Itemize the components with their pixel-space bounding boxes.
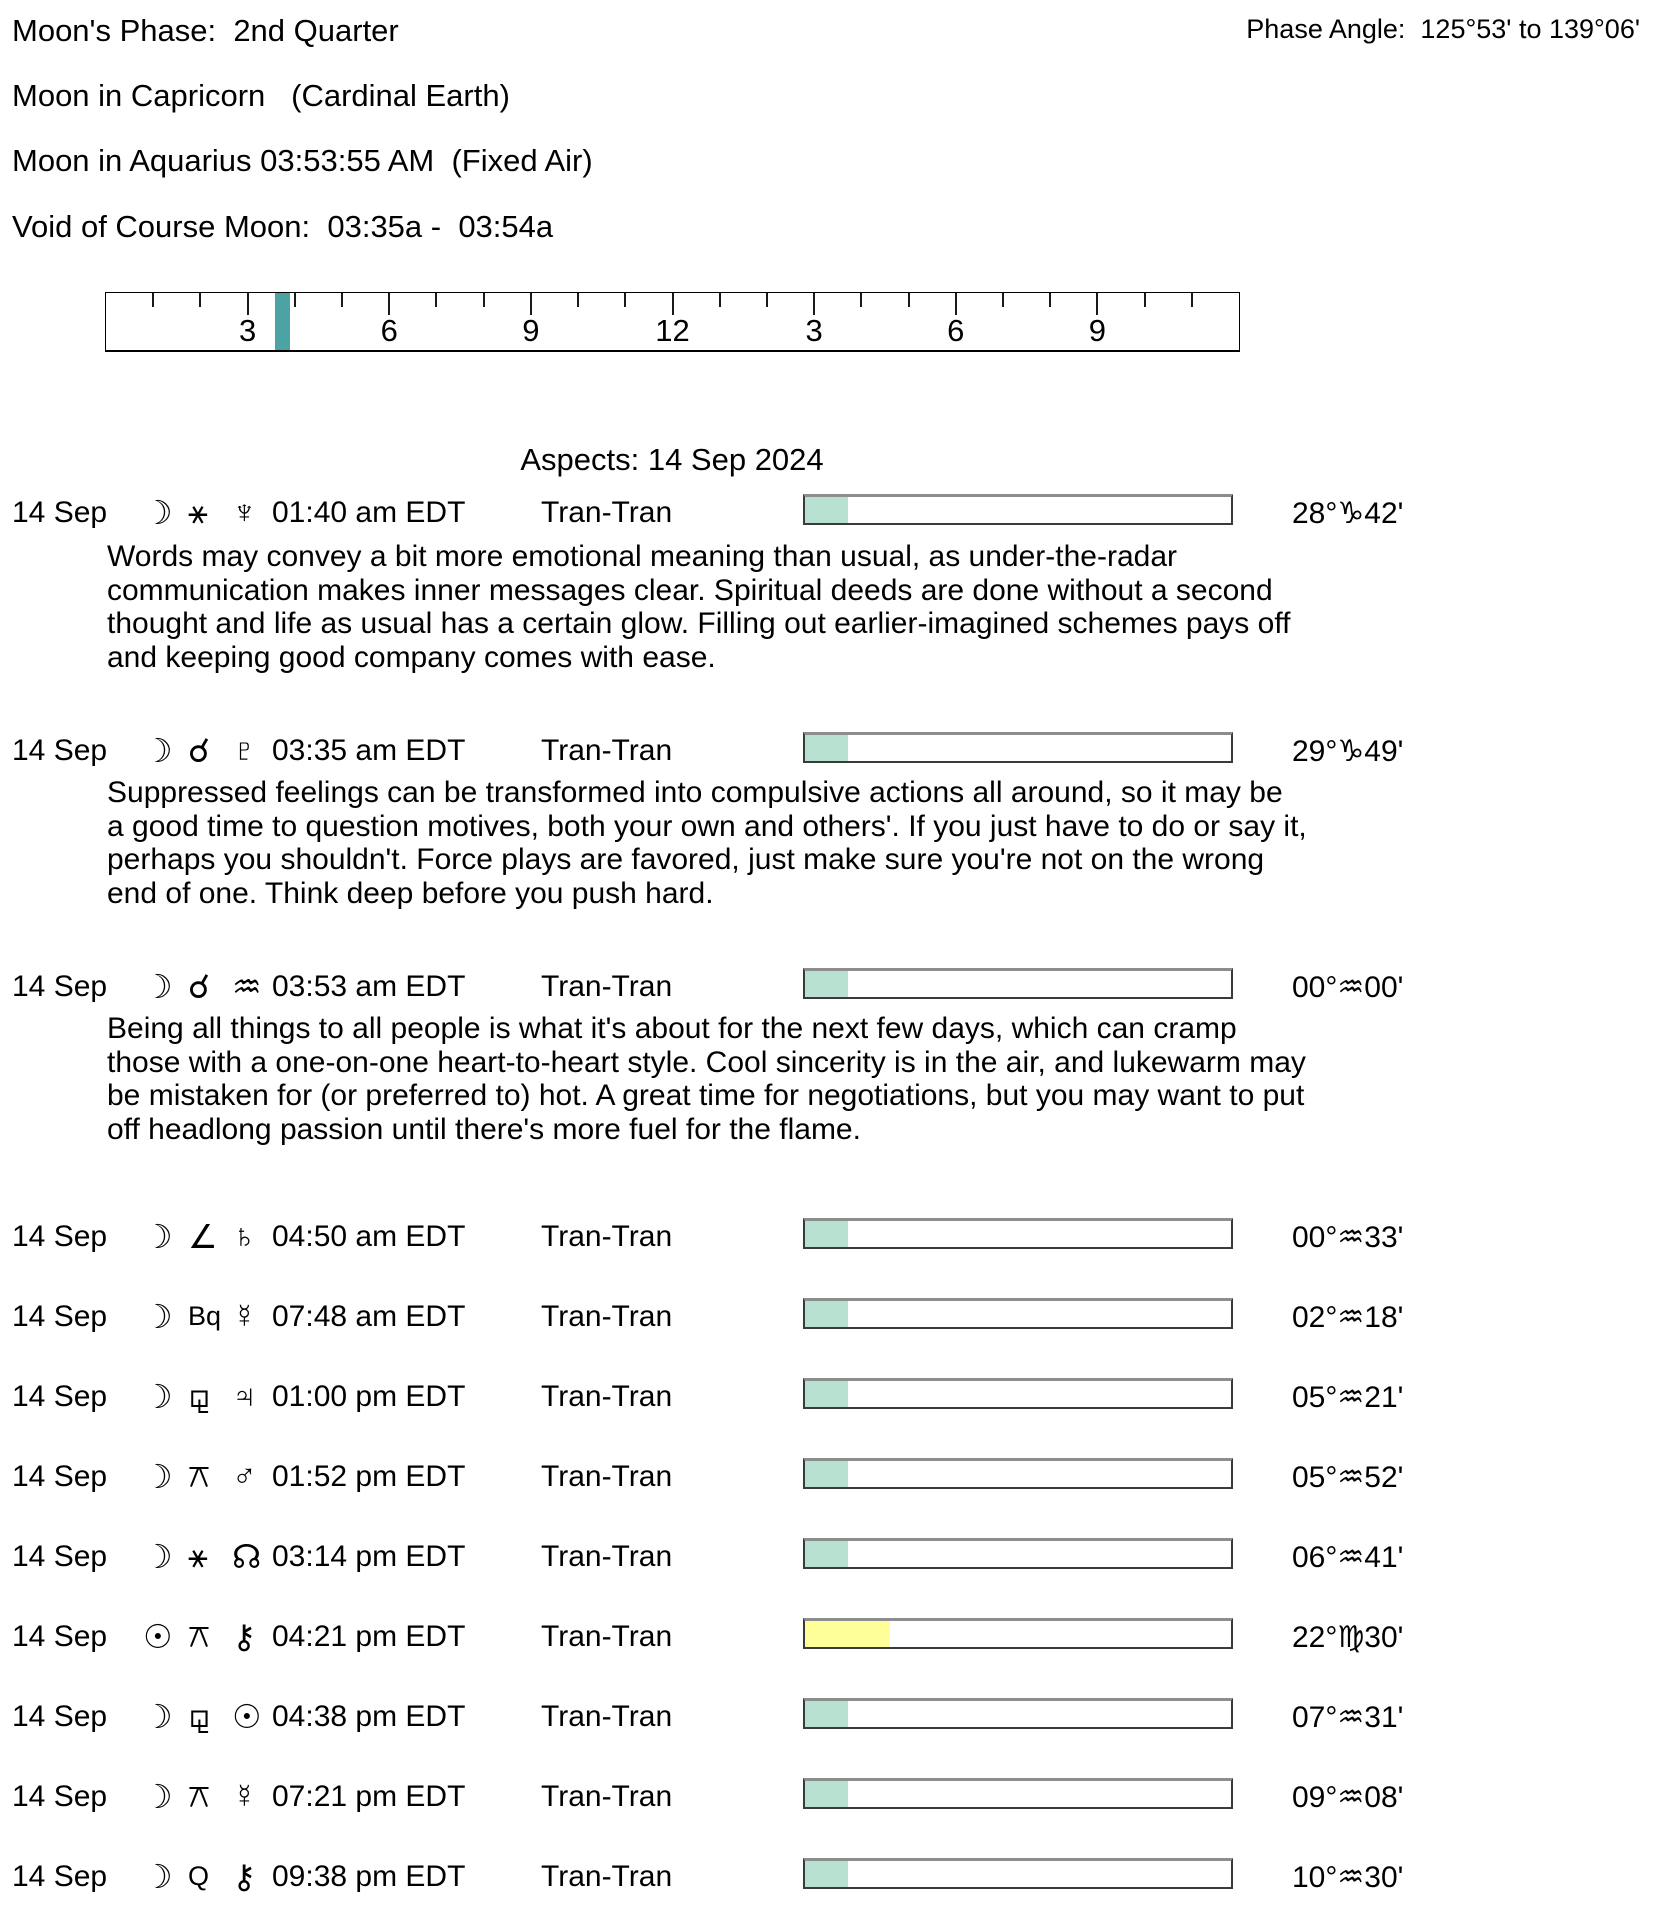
ruler-tick	[955, 293, 957, 315]
ruler-tick	[1144, 293, 1146, 307]
aspect-degree: 29°♑49'	[1292, 735, 1404, 768]
ruler-tick	[341, 293, 343, 307]
phase-angle-text: Phase Angle: 125°53' to 139°06'	[1246, 14, 1640, 44]
voc-marker	[275, 293, 290, 350]
conjunction-icon: ☌	[188, 732, 211, 769]
aspect-type: Tran-Tran	[541, 1300, 673, 1333]
aspect-date: 14 Sep	[12, 734, 108, 767]
aspect-type: Tran-Tran	[541, 734, 673, 767]
aspect-date: 14 Sep	[12, 1780, 108, 1813]
orb-progress-fill	[805, 1461, 848, 1487]
ruler-hour-label: 12	[655, 313, 690, 348]
ruler-tick	[766, 293, 768, 307]
ruler-tick	[860, 293, 862, 307]
aspect-row	[0, 1860, 1654, 1898]
aspects-title: Aspects: 14 Sep 2024	[520, 442, 824, 477]
aspect-degree: 07°♒31'	[1292, 1701, 1404, 1734]
ruler-tick	[247, 293, 249, 315]
aspect-time: 01:40 am EDT	[272, 496, 466, 529]
aspect-type: Tran-Tran	[541, 496, 673, 529]
chiron-icon: ⚷	[232, 1858, 257, 1895]
aspect-row	[0, 731, 1654, 772]
aspect-type: Tran-Tran	[541, 1860, 673, 1893]
orb-progress-fill	[805, 1301, 848, 1327]
aspect-degree: 09°♒08'	[1292, 1781, 1404, 1814]
orb-progress-bar	[803, 1858, 1233, 1889]
orb-progress-bar	[803, 1218, 1233, 1249]
mercury-icon: ☿	[232, 1297, 257, 1334]
conjunction-icon: ☌	[188, 968, 211, 1005]
ruler-tick	[294, 293, 296, 307]
aspect-row	[0, 1377, 1654, 1418]
north-node-icon: ☊	[232, 1538, 262, 1575]
aspect-row	[0, 970, 1654, 1008]
orb-progress-bar	[803, 1378, 1233, 1409]
aspect-row	[0, 1617, 1654, 1658]
orb-progress-fill	[805, 735, 848, 761]
aspect-degree: 28°♑42'	[1292, 497, 1404, 530]
moon-icon: ☽	[143, 1778, 173, 1815]
aspect-time: 09:38 pm EDT	[272, 1860, 466, 1893]
sextile-icon: ⚹	[188, 1537, 208, 1574]
aspect-time: 01:00 pm EDT	[272, 1380, 466, 1413]
ruler-tick	[1096, 293, 1098, 315]
aspect-date: 14 Sep	[12, 1860, 108, 1893]
ruler-tick	[719, 293, 721, 307]
ruler-tick	[1191, 293, 1193, 307]
aspect-degree: 06°♒41'	[1292, 1541, 1404, 1574]
aspect-time: 04:38 pm EDT	[272, 1700, 466, 1733]
aquarius-icon: ♒	[232, 968, 262, 1005]
aspect-row	[0, 493, 1654, 534]
aspect-date: 14 Sep	[12, 496, 108, 529]
moon-icon: ☽	[143, 1858, 173, 1895]
moon-icon: ☽	[143, 968, 173, 1005]
moon-icon: ☽	[143, 494, 173, 531]
aspect-row	[0, 1297, 1654, 1338]
aspect-description: Suppressed feelings can be transformed into compulsive actions all around, so it may be a good time to question motives, both your own and others'. If you just have to do or say it, perhaps you shouldn't. Force plays are favored, just make sure you're not on the wrong end of one. Think deep before you push hard.	[107, 776, 1316, 910]
orb-progress-bar	[803, 1698, 1233, 1729]
aspect-degree: 02°♒18'	[1292, 1301, 1404, 1334]
aspect-degree: 22°♍30'	[1292, 1621, 1404, 1654]
moon-icon: ☽	[143, 732, 173, 769]
moon-sign-capricorn-text: Moon in Capricorn (Cardinal Earth)	[12, 78, 510, 113]
aspect-degree: 00°♒33'	[1292, 1221, 1404, 1254]
ruler-tick	[624, 293, 626, 307]
moon-icon: ☽	[143, 1458, 173, 1495]
semisquare-icon: ∠	[188, 1218, 218, 1255]
aspect-row	[0, 1217, 1654, 1258]
orb-progress-bar	[803, 1458, 1233, 1489]
ruler-hour-label: 9	[522, 313, 540, 348]
moon-sign-aquarius-text: Moon in Aquarius 03:53:55 AM (Fixed Air)	[12, 143, 593, 178]
aspect-time: 03:14 pm EDT	[272, 1540, 466, 1573]
aspect-type: Tran-Tran	[541, 1780, 673, 1813]
orb-progress-bar	[803, 1298, 1233, 1329]
orb-progress-fill	[805, 1701, 848, 1727]
pluto-icon: ♇	[232, 731, 257, 768]
sun-icon: ☉	[232, 1698, 262, 1735]
aspect-time: 01:52 pm EDT	[272, 1460, 466, 1493]
ruler-tick	[435, 293, 437, 307]
aspect-type: Tran-Tran	[541, 1540, 673, 1573]
sextile-icon: ⚹	[188, 493, 208, 530]
orb-progress-bar	[803, 1618, 1233, 1649]
aspect-type: Tran-Tran	[541, 1700, 673, 1733]
orb-progress-bar	[803, 732, 1233, 763]
ruler-tick	[483, 293, 485, 307]
aspect-date: 14 Sep	[12, 1540, 108, 1573]
aspect-degree: 05°♒21'	[1292, 1381, 1404, 1414]
ruler-tick	[1002, 293, 1004, 307]
aspect-description: Words may convey a bit more emotional meaning than usual, as under-the-radar communication makes inner messages clear. Spiritual deeds are done without a second thought and life as usual has a certain glow. Filling out earlier-imagined schemes pays off and keeping good company comes with ease.	[107, 540, 1299, 674]
aspect-row	[0, 1537, 1654, 1578]
void-of-course-text: Void of Course Moon: 03:35a - 03:54a	[12, 209, 554, 244]
ruler-tick	[152, 293, 154, 307]
orb-progress-fill	[805, 971, 848, 997]
orb-progress-bar	[803, 1538, 1233, 1569]
aspect-description: Being all things to all people is what it's about for the next few days, which can cramp those with a one-on-one heart-to-heart style. Cool sincerity is in the air, and lukewarm may be mistaken for (or preferred to) hot. A great time for negotiations, but you may want to put off headlong passion until there's more fuel for the flame.	[107, 1012, 1315, 1146]
ruler-tick	[577, 293, 579, 307]
neptune-icon: ♆	[232, 493, 257, 530]
mercury-icon: ☿	[232, 1777, 257, 1814]
aspect-type: Tran-Tran	[541, 1220, 673, 1253]
aspect-date: 14 Sep	[12, 1380, 108, 1413]
quincunx-icon: ⚻	[188, 1617, 210, 1654]
ruler-hour-label: 3	[239, 313, 257, 348]
ruler-tick	[908, 293, 910, 307]
orb-progress-fill	[805, 1621, 890, 1647]
jupiter-icon: ♃	[232, 1377, 257, 1414]
moon-icon: ☽	[143, 1538, 173, 1575]
orb-progress-bar	[803, 968, 1233, 999]
quincunx-icon: ⚻	[188, 1777, 210, 1814]
quintile-icon: Q	[188, 1861, 210, 1891]
aspect-row	[0, 1457, 1654, 1498]
ruler-tick	[199, 293, 201, 307]
ruler-tick	[813, 293, 815, 315]
aspect-degree: 00°♒00'	[1292, 971, 1404, 1004]
aspect-row	[0, 1697, 1654, 1738]
orb-progress-fill	[805, 1221, 848, 1247]
aspect-date: 14 Sep	[12, 1700, 108, 1733]
orb-progress-bar	[803, 494, 1233, 525]
aspect-time: 03:35 am EDT	[272, 734, 466, 767]
aspect-type: Tran-Tran	[541, 1380, 673, 1413]
moon-icon: ☽	[143, 1218, 173, 1255]
orb-progress-fill	[805, 1381, 848, 1407]
quincunx-icon: ⚻	[188, 1457, 210, 1494]
orb-progress-fill	[805, 497, 848, 523]
ruler-hour-label: 3	[805, 313, 823, 348]
aspect-row	[0, 1777, 1654, 1818]
ruler-tick	[672, 293, 674, 315]
aspect-type: Tran-Tran	[541, 970, 673, 1003]
mars-icon: ♂	[232, 1457, 257, 1494]
saturn-icon: ♄	[232, 1217, 257, 1254]
orb-progress-fill	[805, 1541, 848, 1567]
ruler-hour-label: 6	[380, 313, 398, 348]
sun-icon: ☉	[143, 1618, 173, 1655]
chiron-icon: ⚷	[232, 1618, 257, 1655]
sesquiquadrate-icon: ⚼	[188, 1377, 211, 1414]
aspect-date: 14 Sep	[12, 1220, 108, 1253]
moon-icon: ☽	[143, 1378, 173, 1415]
moon-icon: ☽	[143, 1298, 173, 1335]
aspect-time: 04:21 pm EDT	[272, 1620, 466, 1653]
ruler-tick	[1049, 293, 1051, 307]
aspect-date: 14 Sep	[12, 1620, 108, 1653]
aspect-degree: 10°♒30'	[1292, 1861, 1404, 1894]
ruler-tick	[388, 293, 390, 315]
orb-progress-fill	[805, 1781, 848, 1807]
moon-icon: ☽	[143, 1698, 173, 1735]
aspect-type: Tran-Tran	[541, 1460, 673, 1493]
aspect-time: 03:53 am EDT	[272, 970, 466, 1003]
aspect-date: 14 Sep	[12, 1460, 108, 1493]
biquintile-icon: Bq	[188, 1301, 222, 1331]
aspect-time: 07:21 pm EDT	[272, 1780, 466, 1813]
ruler-tick	[530, 293, 532, 315]
orb-progress-fill	[805, 1861, 848, 1887]
orb-progress-bar	[803, 1778, 1233, 1809]
aspect-date: 14 Sep	[12, 970, 108, 1003]
voc-ruler	[105, 292, 1240, 352]
aspect-time: 04:50 am EDT	[272, 1220, 466, 1253]
aspect-time: 07:48 am EDT	[272, 1300, 466, 1333]
aspect-degree: 05°♒52'	[1292, 1461, 1404, 1494]
ruler-hour-label: 6	[947, 313, 965, 348]
sesquiquadrate-icon: ⚼	[188, 1697, 211, 1734]
aspect-type: Tran-Tran	[541, 1620, 673, 1653]
moon-phase-text: Moon's Phase: 2nd Quarter	[12, 13, 399, 48]
aspect-date: 14 Sep	[12, 1300, 108, 1333]
ruler-hour-label: 9	[1088, 313, 1106, 348]
